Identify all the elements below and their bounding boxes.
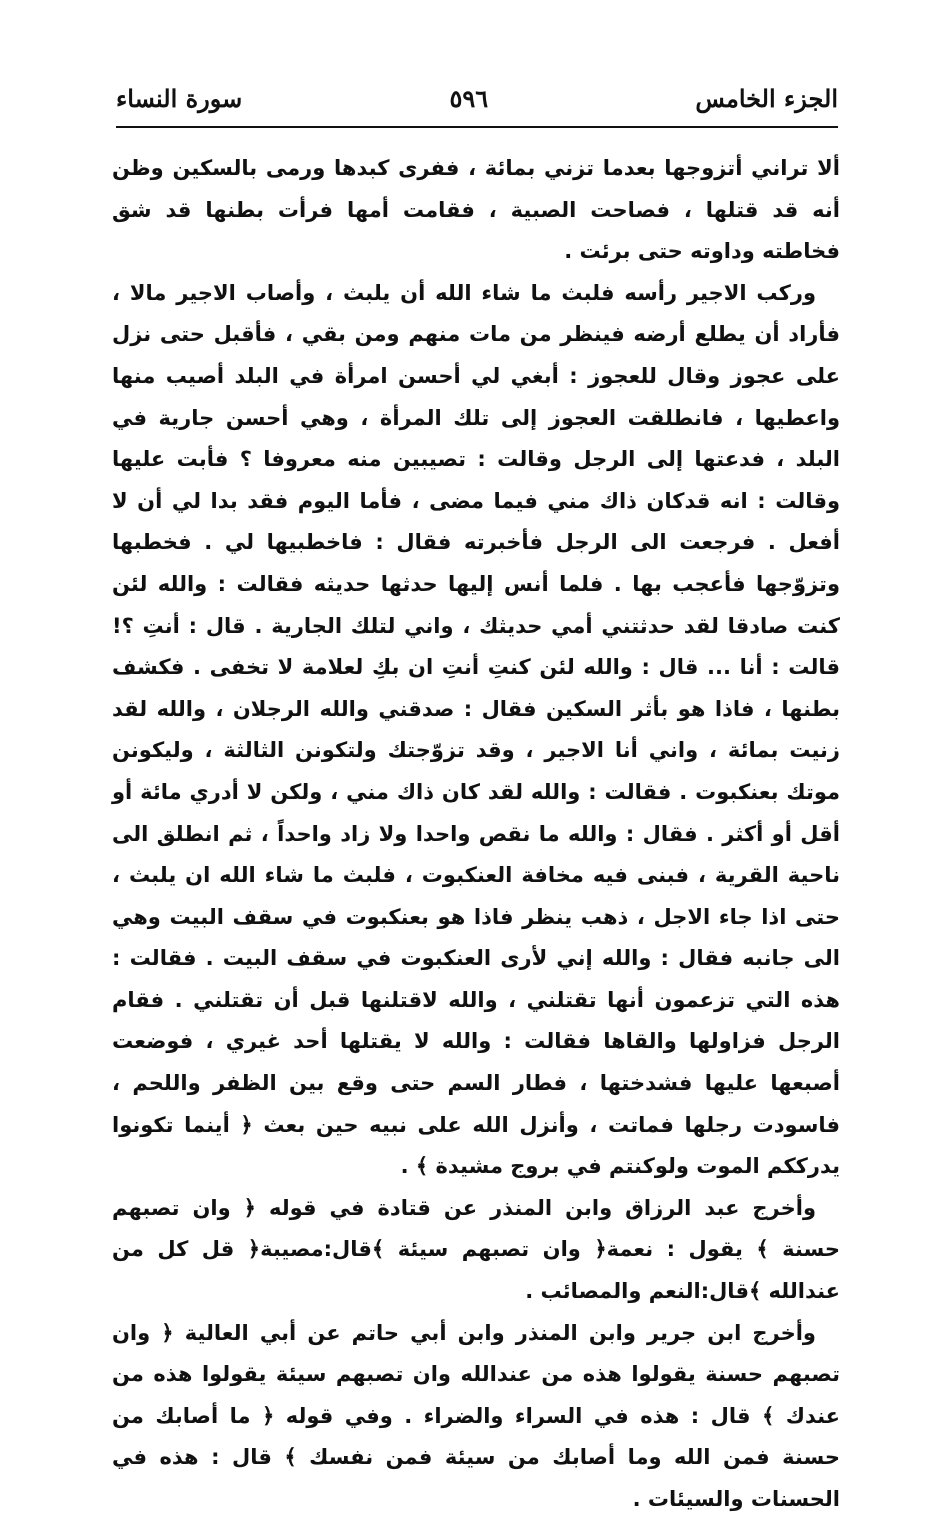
body-text	[112, 148, 840, 1521]
header-rule	[116, 126, 838, 128]
surah-title: سورة النساء	[116, 83, 243, 113]
paragraph: وأخرج عبد الرزاق وابن المنذر عن قتادة في قوله ﴿ وان تصبهم حسنة ﴾ يقول : نعمة﴿ وان تصبهم سيئة ﴾قال:مصيبة﴿ قل كل من عندالله ﴾قال:النعم والمصائب .	[112, 1195, 840, 1304]
page-header	[116, 78, 838, 118]
paragraph: وركب الاجير رأسه فلبث ما شاء الله أن يلبث ، وأصاب الاجير مالا ، فأراد أن يطلع أرضه فينظر من مات منهم ومن بقي ، فأقبل حتى نزل على عجوز وقال للعجوز : أبغي لي أحسن امرأة في البلد أصيب منها واعطيها ، فانطلقت العجوز إلى تلك المرأة ، وهي أحسن جارية في البلد ، فدعتها إلى الرجل وقالت : تصيبين منه معروفا ؟ فأبت عليها وقالت : انه قدكان ذاك مني فيما مضى ، فأما اليوم فقد بدا لي أن لا أفعل . فرجعت الى الرجل فأخبرته فقال : فاخطبيها لي . فخطبها وتزوّجها فأعجب بها . فلما أنس إليها حدثها حديثه فقالت : والله لئن كنت صادقا لقد حدثتني أمي حديثك ، واني لتلك الجارية . قال : أنتِ ؟! قالت : أنا ... قال : والله لئن كنتِ أنتِ ان بكِ لعلامة لا تخفى . فكشف بطنها ، فاذا هو بأثر السكين فقال : صدقني والله الرجلان ، والله لقد زنيت بمائة ، واني أنا الاجير ، وقد تزوّجتك ولتكونن الثالثة ، وليكونن موتك بعنكبوت . فقالت : والله لقد كان ذاك مني ، ولكن لا أدري مائة أو أقل أو أكثر . فقال : والله ما نقص واحدا ولا زاد واحداً ، ثم انطلق الى ناحية القرية ، فبنى فيه مخافة العنكبوت ، فلبث ما شاء الله ان يلبث ، حتى اذا جاء الاجل ، ذهب ينظر فاذا هو بعنكبوت في سقف البيت وهي الى جانبه فقال : والله إني لأرى العنكبوت في سقف البيت . فقالت : هذه التي تزعمون أنها تقتلني ، والله لاقتلنها قبل أن تقتلني . فقام الرجل فزاولها والقاها فقالت : والله لا يقتلها أحد غيري ، فوضعت أصبعها عليها فشدختها ، فطار السم حتى وقع بين الظفر واللحم ، فاسودت رجلها فماتت ، وأنزل الله على نبيه حين بعث ﴿ أينما تكونوا يدرككم الموت ولوكنتم في بروج مشيدة ﴾ .	[112, 280, 840, 1179]
page-number: ٥٩٦	[449, 83, 489, 113]
paragraph: ألا تراني أتزوجها بعدما تزني بمائة ، ففرى كبدها ورمى بالسكين وظن أنه قد قتلها ، فصاحت الصبية ، فقامت أمها فرأت بطنها قد شق فخاطته وداوته حتى برئت .	[112, 156, 840, 264]
part-title: الجزء الخامس	[695, 83, 838, 113]
paragraph: وأخرج ابن جرير وابن المنذر وابن أبي حاتم عن أبي العالية ﴿ وان تصبهم حسنة يقولوا هذه من عندالله وان تصبهم سيئة يقولوا هذه من عندك ﴾ قال : هذه في السراء والضراء . وفي قوله ﴿ ما أصابك من حسنة فمن الله وما أصابك من سيئة فمن نفسك ﴾ قال : هذه في الحسنات والسيئات .	[112, 1320, 840, 1511]
